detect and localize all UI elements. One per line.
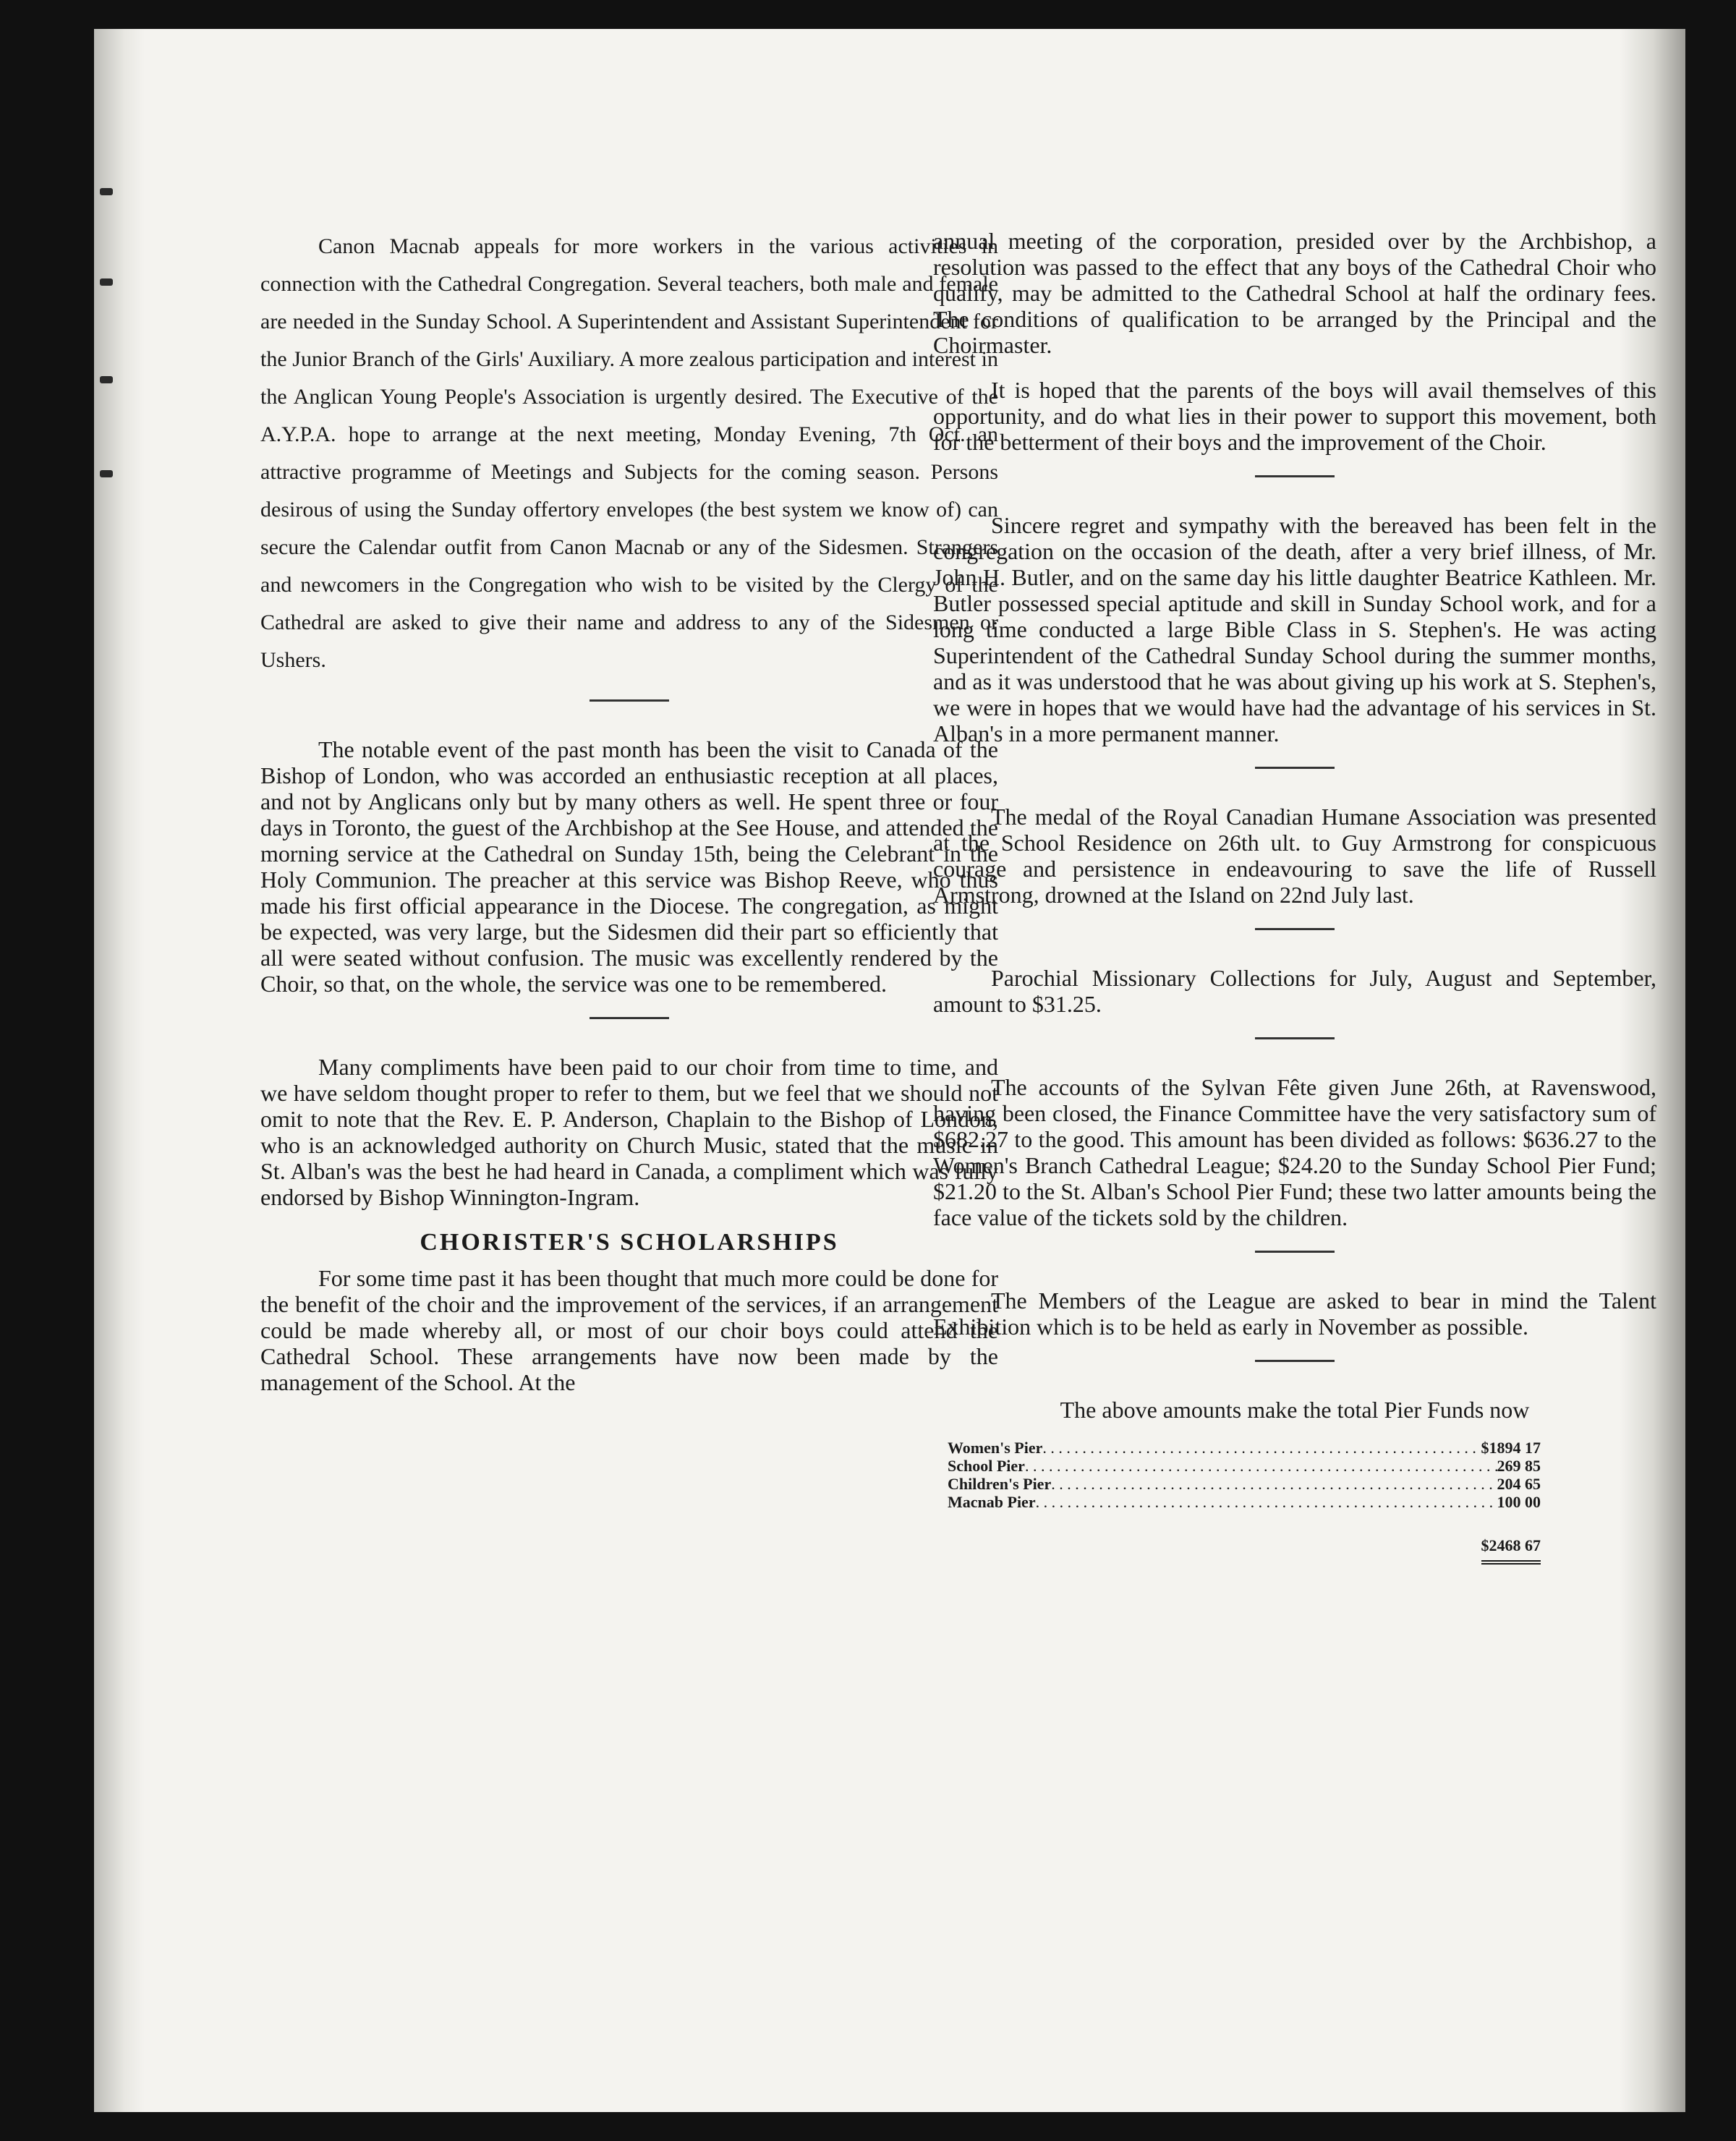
ledger-leader-dots <box>1036 1493 1497 1511</box>
scholarships-paragraph: For some time past it has been thought that much more could be done for the benefit of the choir and the improvement of the services, if an arrangement could be made whereby all, or most of our choir boys could attend the Cathedral School. These arrangements have now been made by the management of the School. At the <box>260 1265 998 1395</box>
ledger-leader-dots <box>1042 1439 1481 1457</box>
ledger-fund-name: Macnab Pier <box>948 1493 1036 1511</box>
pier-funds-ledger <box>948 1439 1541 1565</box>
binding-stitch-mark <box>100 376 113 383</box>
ledger-total <box>948 1536 1541 1565</box>
missionary-collections-paragraph: Parochial Missionary Collections for July, August and September, amount to $31.25. <box>933 965 1656 1017</box>
sylvan-fete-accounts-paragraph: The accounts of the Sylvan Fête given June 26th, at Ravenswood, having been closed, the Finance Committee have the very satisfactory sum of $682.27 to the good. This amount has been divided as follows: $636.27 to the Women's Branch Cathedral League; $24.20 to the Sunday School Pier Fund; $21.20 to the St. Alban's School Pier Fund; these two latter amounts being the face value of the tickets sold by the children. <box>933 1074 1656 1230</box>
scholarships-heading: CHORISTER'S SCHOLARSHIPS <box>420 1229 839 1256</box>
ledger-leader-dots <box>1025 1457 1497 1475</box>
ledger-fund-amount: $1894 17 <box>1481 1439 1541 1457</box>
scholarships-continuation-paragraph: annual meeting of the corporation, presided over by the Archbishop, a resolution was passed to the effect that any boys of the Cathedral Choir who qualify, may be admitted to the Cathedral School at half the ordinary fees. The conditions of qualification to be arranged by the Principal and the Choirmaster. <box>933 228 1656 358</box>
ledger-fund-amount: 204 65 <box>1497 1475 1541 1493</box>
ledger-total-amount: $2468 67 <box>1481 1536 1541 1565</box>
section-divider <box>590 1017 669 1019</box>
ledger-row <box>948 1475 1541 1493</box>
binding-stitch-mark <box>100 278 113 286</box>
ledger-fund-name: School Pier <box>948 1457 1025 1475</box>
section-divider <box>1255 928 1335 930</box>
ledger-row <box>948 1439 1541 1457</box>
talent-exhibition-paragraph: The Members of the League are asked to bear in mind the Talent Exhibition which is to be held as early in November as possible. <box>933 1287 1656 1340</box>
section-divider <box>1255 1251 1335 1253</box>
section-divider <box>1255 1037 1335 1039</box>
scanned-page <box>94 29 1685 2112</box>
ledger-fund-amount: 269 85 <box>1497 1457 1541 1475</box>
ledger-leader-dots <box>1051 1475 1497 1493</box>
binding-spine <box>94 29 145 2112</box>
section-divider <box>590 699 669 702</box>
ledger-fund-amount: 100 00 <box>1497 1493 1541 1511</box>
section-divider <box>1255 1360 1335 1362</box>
pier-funds-intro: The above amounts make the total Pier Funds now <box>1060 1397 1530 1423</box>
left-column <box>260 228 998 1414</box>
ledger-row <box>948 1493 1541 1511</box>
section-divider <box>1255 475 1335 477</box>
section-divider <box>1255 767 1335 769</box>
parents-hope-paragraph: It is hoped that the parents of the boys will avail themselves of this opportunity, and do what lies in their power to support this movement, both for the betterment of their boys and the improvement of the Choir. <box>933 377 1656 455</box>
ledger-fund-name: Women's Pier <box>948 1439 1043 1457</box>
humane-medal-paragraph: The medal of the Royal Canadian Humane Association was presented at the School Residence on 26th ult. to Guy Armstrong for conspicuous courage and persistence in endeavouring to save the life of Russell Armstrong, drowned at the Island on 22nd July last. <box>933 804 1656 908</box>
bereavement-paragraph: Sincere regret and sympathy with the bereaved has been felt in the congregation on the occasion of the death, after a very brief illness, of Mr. John H. Butler, and on the same day his little daughter Beatrice Kathleen. Mr. Butler possessed special aptitude and skill in Sunday School work, and for a long time conducted a large Bible Class in S. Stephen's. He was acting Superintendent of the Cathedral Sunday School during the summer months, and as it was understood that he was about giving up his work at S. Stephen's, we were in hopes that we would have had the advantage of his services in St. Alban's in a more permanent manner. <box>933 512 1656 746</box>
bishop-visit-paragraph: The notable event of the past month has been the visit to Canada of the Bishop of London, who was accorded an enthusiastic reception at all places, and not by Anglicans only but by many others as well. He spent three or four days in Toronto, the guest of the Archbishop at the See House, and attended the morning service at the Cathedral on Sunday 15th, being the Celebrant in the Holy Communion. The preacher at this service was Bishop Reeve, who thus made his first official appearance in the Diocese. The congregation, as might be expected, was very large, but the Sidesmen did their part so efficiently that all were seated without confusion. The music was excellently rendered by the Choir, so that, on the whole, the service was one to be remembered. <box>260 736 998 997</box>
workers-appeal-paragraph: Canon Macnab appeals for more workers in the various activities in connection with the Cathedral Congregation. Several teachers, both male and female are needed in the Sunday School. A Superintendent and Assistant Superintendent for the Junior Branch of the Girls' Auxiliary. A more zealous participation and interest in the Anglican Young People's Association is urgently desired. The Executive of the A.Y.P.A. hope to arrange at the next meeting, Monday Evening, 7th Oct. an attractive programme of Meetings and Subjects for the coming season. Persons desirous of using the Sunday offertory envelopes (the best system we know of) can secure the Calendar outfit from Canon Macnab or any of the Sidesmen. Strangers and newcomers in the Congregation who wish to be visited by the Clergy of the Cathedral are asked to give their name and address to any of the Sidesmen or Ushers. <box>260 234 998 672</box>
ledger-row <box>948 1457 1541 1475</box>
ledger-fund-name: Children's Pier <box>948 1475 1052 1493</box>
binding-stitch-mark <box>100 470 113 477</box>
binding-stitch-mark <box>100 188 113 195</box>
right-column <box>933 228 1656 1565</box>
choir-compliments-paragraph: Many compliments have been paid to our choir from time to time, and we have seldom thought proper to refer to them, but we feel that we should not omit to note that the Rev. E. P. Anderson, Chaplain to the Bishop of London, who is an acknowledged authority on Church Music, stated that the music in St. Alban's was the best he had heard in Canada, a compliment which was fully endorsed by Bishop Winnington-Ingram. <box>260 1054 998 1210</box>
